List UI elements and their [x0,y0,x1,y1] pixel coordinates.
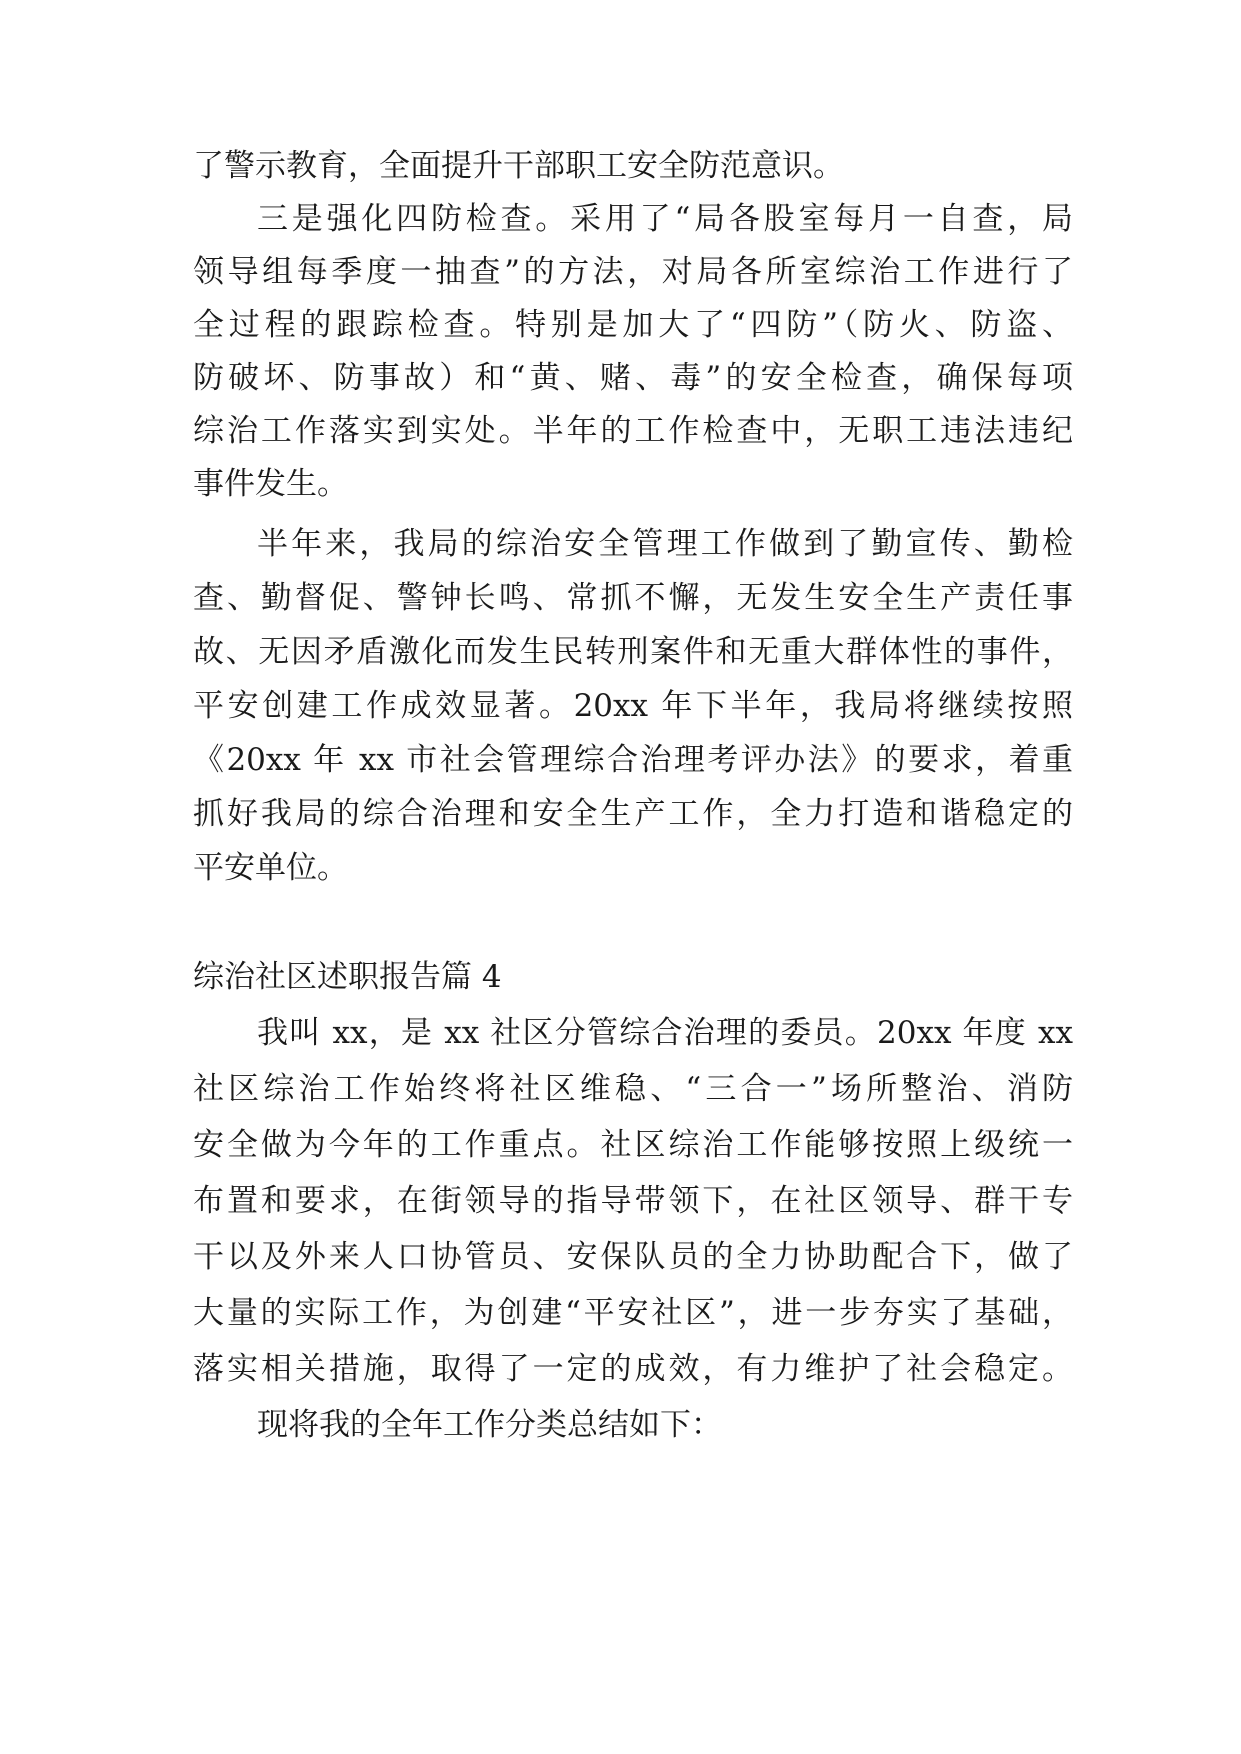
paragraph-line: 平安单位。 [193,850,348,886]
paragraph-line: 《20xx 年 xx 市社会管理综合治理考评办法》的要求，着重 [193,742,1073,778]
paragraph-line: 防破坏、防事故）和“黄、赌、毒”的安全检查，确保每项 [193,360,1073,396]
paragraph-line: 抓好我局的综合治理和安全生产工作，全力打造和谐稳定的 [193,796,1073,832]
paragraph-line: 布置和要求，在街领导的指导带领下，在社区领导、群干专 [193,1183,1073,1219]
paragraph-line: 平安创建工作成效显著。20xx 年下半年，我局将继续按照 [193,688,1073,724]
section-heading: 综治社区述职报告篇 4 [193,959,502,995]
paragraph-line: 我叫 xx，是 xx 社区分管综合治理的委员。20xx 年度 xx [257,1015,1073,1051]
paragraph-line: 领导组每季度一抽查”的方法，对局各所室综治工作进行了 [193,254,1073,290]
paragraph-line: 安全做为今年的工作重点。社区综治工作能够按照上级统一 [193,1127,1073,1163]
paragraph-line: 现将我的全年工作分类总结如下： [257,1407,722,1443]
paragraph-line: 大量的实际工作，为创建“平安社区”，进一步夯实了基础， [193,1295,1073,1331]
paragraph-line: 查、勤督促、警钟长鸣、常抓不懈，无发生安全生产责任事 [193,580,1073,616]
paragraph-line: 全过程的跟踪检查。特别是加大了“四防”（防火、防盗、 [193,307,1073,343]
paragraph-line: 社区综治工作始终将社区维稳、“三合一”场所整治、消防 [193,1071,1073,1107]
paragraph-line: 干以及外来人口协管员、安保队员的全力协助配合下，做了 [193,1239,1073,1275]
paragraph-line: 三是强化四防检查。采用了“局各股室每月一自查，局 [257,201,1073,237]
paragraph-line: 半年来，我局的综治安全管理工作做到了勤宣传、勤检 [257,526,1073,562]
paragraph-line: 事件发生。 [193,466,348,502]
paragraph-line: 落实相关措施，取得了一定的成效，有力维护了社会稳定。 [193,1351,1073,1387]
paragraph-line: 综治工作落实到实处。半年的工作检查中，无职工违法违纪 [193,413,1073,449]
paragraph-line: 了警示教育，全面提升干部职工安全防范意识。 [193,148,844,184]
paragraph-line: 故、无因矛盾激化而发生民转刑案件和无重大群体性的事件， [193,634,1073,670]
